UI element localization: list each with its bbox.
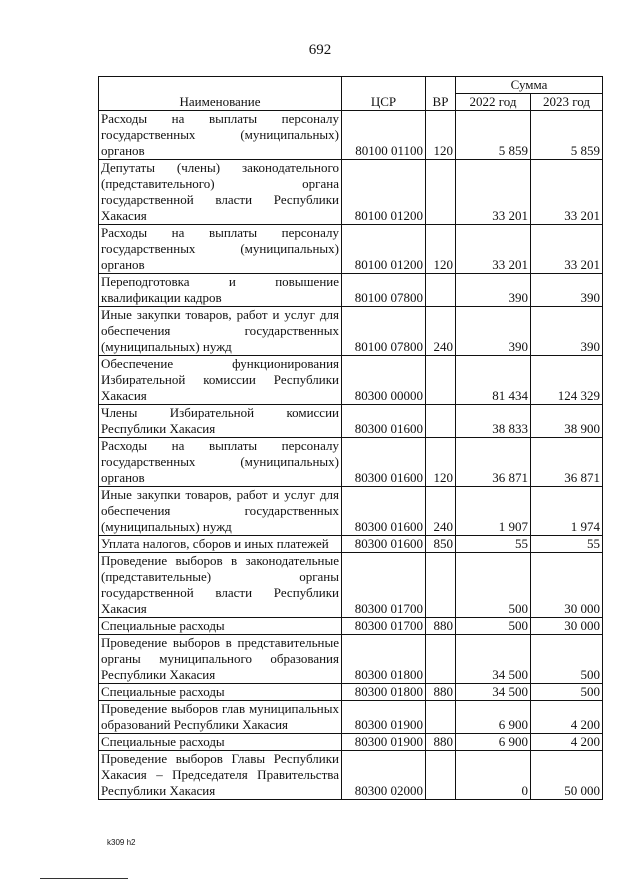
row-amount-2022: 390 — [456, 274, 531, 307]
row-amount-2023: 55 — [531, 536, 603, 553]
row-vr: 240 — [426, 307, 456, 356]
row-vr: 880 — [426, 684, 456, 701]
row-csr: 80300 01900 — [342, 701, 426, 734]
row-amount-2023: 500 — [531, 635, 603, 684]
row-csr: 80300 01600 — [342, 405, 426, 438]
table-row — [99, 684, 603, 701]
header-year-2022: 2022 год — [456, 94, 531, 111]
row-name: Расходы на выплаты персоналу государственных (муниципальных) органов — [99, 225, 342, 274]
row-amount-2023: 30 000 — [531, 553, 603, 618]
row-vr: 850 — [426, 536, 456, 553]
table-row — [99, 111, 603, 160]
row-name: Проведение выборов в представительные органы муниципального образования Республики Хакасия — [99, 635, 342, 684]
row-amount-2022: 81 434 — [456, 356, 531, 405]
table-row — [99, 160, 603, 225]
budget-table — [98, 76, 603, 800]
header-csr: ЦСР — [342, 77, 426, 111]
footer-rule — [40, 878, 128, 879]
row-amount-2023: 4 200 — [531, 734, 603, 751]
row-vr: 120 — [426, 225, 456, 274]
row-amount-2022: 6 900 — [456, 734, 531, 751]
row-amount-2022: 390 — [456, 307, 531, 356]
header-sum: Сумма — [456, 77, 603, 94]
row-vr: 880 — [426, 618, 456, 635]
row-amount-2023: 38 900 — [531, 405, 603, 438]
row-vr — [426, 356, 456, 405]
row-amount-2022: 500 — [456, 618, 531, 635]
row-vr — [426, 701, 456, 734]
row-name: Специальные расходы — [99, 618, 342, 635]
row-csr: 80300 01800 — [342, 684, 426, 701]
table-row — [99, 536, 603, 553]
row-name: Расходы на выплаты персоналу государственных (муниципальных) органов — [99, 438, 342, 487]
row-vr — [426, 274, 456, 307]
table-row — [99, 553, 603, 618]
row-name: Члены Избирательной комиссии Республики Хакасия — [99, 405, 342, 438]
row-amount-2022: 33 201 — [456, 225, 531, 274]
row-amount-2022: 36 871 — [456, 438, 531, 487]
row-amount-2022: 500 — [456, 553, 531, 618]
row-amount-2023: 5 859 — [531, 111, 603, 160]
table-row — [99, 751, 603, 800]
row-vr: 880 — [426, 734, 456, 751]
row-amount-2023: 36 871 — [531, 438, 603, 487]
row-name: Иные закупки товаров, работ и услуг для обеспечения государственных (муниципальных) нужд — [99, 487, 342, 536]
footer-code: k309 h2 — [107, 838, 136, 847]
row-amount-2022: 1 907 — [456, 487, 531, 536]
table-row — [99, 356, 603, 405]
header-name: Наименование — [99, 77, 342, 111]
row-vr: 120 — [426, 111, 456, 160]
row-csr: 80100 07800 — [342, 307, 426, 356]
row-csr: 80300 01700 — [342, 618, 426, 635]
row-vr — [426, 635, 456, 684]
header-vr: ВР — [426, 77, 456, 111]
table-row — [99, 405, 603, 438]
row-csr: 80300 01900 — [342, 734, 426, 751]
row-amount-2022: 34 500 — [456, 684, 531, 701]
table-row — [99, 307, 603, 356]
row-csr: 80300 00000 — [342, 356, 426, 405]
row-amount-2023: 390 — [531, 307, 603, 356]
row-name: Специальные расходы — [99, 684, 342, 701]
row-csr: 80300 01600 — [342, 536, 426, 553]
row-amount-2023: 124 329 — [531, 356, 603, 405]
row-name: Проведение выборов в законодательные (представительные) органы государственной власти Республики Хакасия — [99, 553, 342, 618]
row-amount-2023: 30 000 — [531, 618, 603, 635]
table-row — [99, 618, 603, 635]
row-amount-2023: 1 974 — [531, 487, 603, 536]
row-csr: 80100 01200 — [342, 160, 426, 225]
table-row — [99, 635, 603, 684]
row-amount-2022: 38 833 — [456, 405, 531, 438]
row-name: Уплата налогов, сборов и иных платежей — [99, 536, 342, 553]
row-csr: 80300 01700 — [342, 553, 426, 618]
row-amount-2022: 55 — [456, 536, 531, 553]
row-csr: 80100 01100 — [342, 111, 426, 160]
row-name: Расходы на выплаты персоналу государственных (муниципальных) органов — [99, 111, 342, 160]
row-name: Депутаты (члены) законодательного (представительного) органа государственной власти Республики Хакасия — [99, 160, 342, 225]
row-amount-2022: 5 859 — [456, 111, 531, 160]
row-name: Иные закупки товаров, работ и услуг для обеспечения государственных (муниципальных) нужд — [99, 307, 342, 356]
row-csr: 80300 02000 — [342, 751, 426, 800]
page-number: 692 — [308, 42, 332, 58]
row-name: Специальные расходы — [99, 734, 342, 751]
row-amount-2022: 33 201 — [456, 160, 531, 225]
table-row — [99, 734, 603, 751]
row-amount-2022: 0 — [456, 751, 531, 800]
row-vr: 120 — [426, 438, 456, 487]
row-amount-2023: 500 — [531, 684, 603, 701]
row-amount-2023: 33 201 — [531, 160, 603, 225]
header-year-2023: 2023 год — [531, 94, 603, 111]
row-vr: 240 — [426, 487, 456, 536]
row-vr — [426, 553, 456, 618]
row-vr — [426, 160, 456, 225]
row-vr — [426, 751, 456, 800]
row-csr: 80300 01800 — [342, 635, 426, 684]
table-row — [99, 225, 603, 274]
row-name: Переподготовка и повышение квалификации кадров — [99, 274, 342, 307]
row-name: Обеспечение функционирования Избирательной комиссии Республики Хакасия — [99, 356, 342, 405]
row-amount-2023: 50 000 — [531, 751, 603, 800]
row-csr: 80300 01600 — [342, 438, 426, 487]
row-amount-2022: 6 900 — [456, 701, 531, 734]
row-amount-2023: 4 200 — [531, 701, 603, 734]
row-vr — [426, 405, 456, 438]
row-amount-2023: 33 201 — [531, 225, 603, 274]
table-row — [99, 274, 603, 307]
table-row — [99, 487, 603, 536]
table-row — [99, 701, 603, 734]
row-csr: 80100 07800 — [342, 274, 426, 307]
row-name: Проведение выборов глав муниципальных образований Республики Хакасия — [99, 701, 342, 734]
table-row — [99, 438, 603, 487]
row-name: Проведение выборов Главы Республики Хакасия – Председателя Правительства Республики Хакасия — [99, 751, 342, 800]
row-amount-2023: 390 — [531, 274, 603, 307]
row-csr: 80100 01200 — [342, 225, 426, 274]
row-amount-2022: 34 500 — [456, 635, 531, 684]
row-csr: 80300 01600 — [342, 487, 426, 536]
